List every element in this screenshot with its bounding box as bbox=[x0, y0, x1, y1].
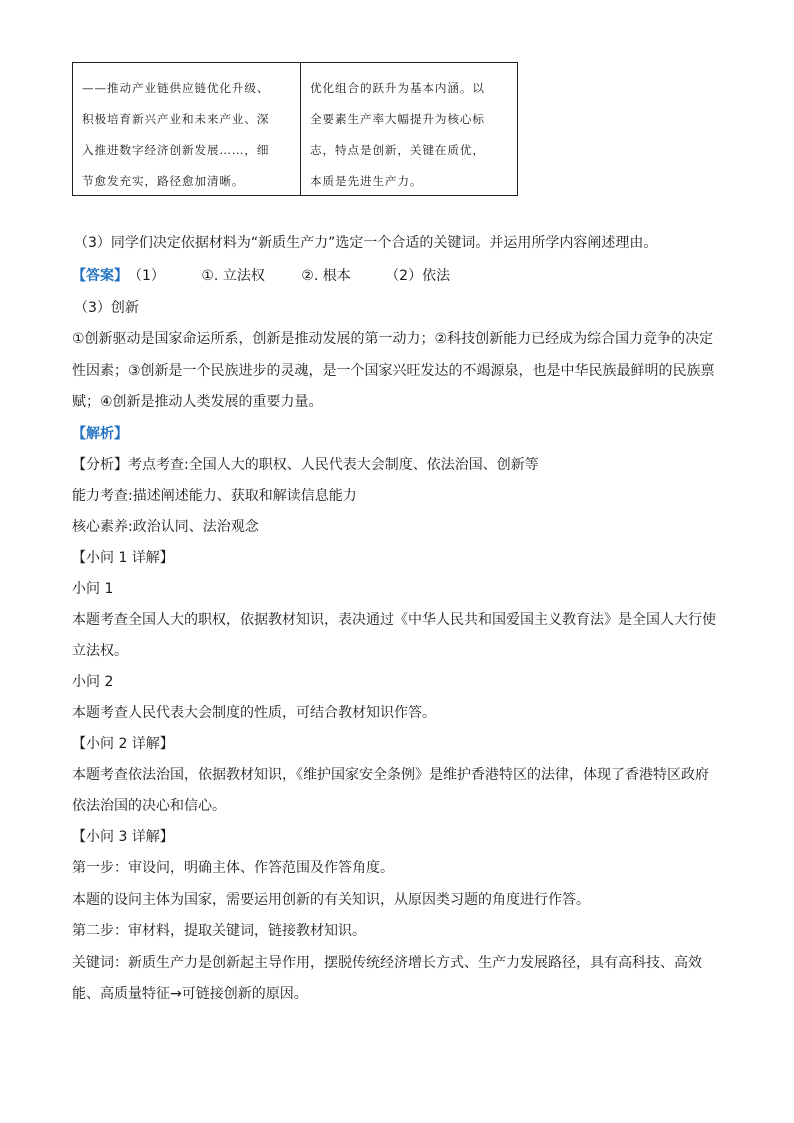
answer-part-1: （1） bbox=[128, 268, 165, 284]
answer-tag: 【答案】 bbox=[72, 268, 128, 284]
material-text-line: 志，特点是创新，关键在质优， bbox=[309, 143, 485, 157]
analysis-line: 【小问 1 详解】 bbox=[72, 550, 174, 566]
answer-reason-line: 赋；④创新是推动人类发展的重要力量。 bbox=[72, 394, 323, 410]
material-text-line: 入推进数字经济创新发展……，细 bbox=[82, 143, 270, 157]
analysis-line: 核心素养:政治认同、法治观念 bbox=[72, 519, 259, 535]
material-text-line: 本质是先进生产力。 bbox=[309, 174, 423, 188]
analysis-line: 能力考查:描述阐述能力、获取和解读信息能力 bbox=[72, 488, 357, 504]
material-left-cell bbox=[73, 63, 301, 195]
analysis-line: 第二步：审材料，提取关键词，链接教材知识。 bbox=[72, 923, 366, 939]
material-text-line: ——推动产业链供应链优化升级、 bbox=[82, 81, 270, 95]
analysis-line: 【小问 3 详解】 bbox=[72, 829, 174, 845]
material-text-line: 节愈发充实，路径愈加清晰。 bbox=[82, 174, 245, 188]
analysis-line: 小问 2 bbox=[72, 674, 114, 690]
analysis-line: 第一步：审设问，明确主体、作答范围及作答角度。 bbox=[72, 860, 394, 876]
analysis-line: 关键词：新质生产力是创新起主导作用，摆脱传统经济增长方式、生产力发展路径，具有高科技、高效 bbox=[72, 955, 702, 971]
answer-reason-line: 性因素；③创新是一个民族进步的灵魂，是一个国家兴旺发达的不竭源泉，也是中华民族最鲜明的民族禀 bbox=[72, 363, 715, 379]
analysis-line: 本题考查人民代表大会制度的性质，可结合教材知识作答。 bbox=[72, 705, 436, 721]
analysis-line: 本题的设问主体为国家，需要运用创新的有关知识，从原因类习题的角度进行作答。 bbox=[72, 892, 590, 908]
material-table bbox=[72, 62, 518, 196]
material-right-cell bbox=[301, 63, 517, 195]
analysis-line: 【分析】考点考查:全国人大的职权、人民代表大会制度、依法治国、创新等 bbox=[72, 457, 539, 473]
answer-item-1: ①. 立法权 bbox=[201, 268, 265, 284]
analysis-tag: 【解析】 bbox=[72, 426, 128, 442]
analysis-line: 【小问 2 详解】 bbox=[72, 736, 174, 752]
answer-line bbox=[72, 267, 450, 285]
material-text-line: 全要素生产率大幅提升为核心标 bbox=[309, 112, 485, 126]
analysis-line: 依法治国的决心和信心。 bbox=[72, 798, 226, 814]
analysis-line: 立法权。 bbox=[72, 643, 128, 659]
analysis-line: 小问 1 bbox=[72, 581, 114, 597]
answer-part-2: （2）依法 bbox=[385, 268, 451, 284]
question-3-text: （3）同学们决定依据材料为“新质生产力”选定一个合适的关键词。并运用所学内容阐述理由。 bbox=[74, 235, 658, 251]
analysis-line: 能、高质量特征→可链接创新的原因。 bbox=[72, 986, 308, 1002]
analysis-line: 本题考查全国人大的职权，依据教材知识，表决通过《中华人民共和国爱国主义教育法》是全国人大行使 bbox=[72, 612, 716, 628]
answer-item-2: ②. 根本 bbox=[301, 268, 351, 284]
analysis-line: 本题考查依法治国，依据教材知识，《维护国家安全条例》是维护香港特区的法律，体现了香港特区政府 bbox=[72, 767, 709, 783]
answer-part-3-heading: （3）创新 bbox=[74, 300, 139, 316]
answer-reason-line: ①创新驱动是国家命运所系，创新是推动发展的第一动力；②科技创新能力已经成为综合国力竞争的决定 bbox=[72, 331, 714, 347]
material-text-line: 优化组合的跃升为基本内涵。以 bbox=[309, 81, 485, 95]
material-text-line: 积极培育新兴产业和未来产业、深 bbox=[82, 112, 270, 126]
